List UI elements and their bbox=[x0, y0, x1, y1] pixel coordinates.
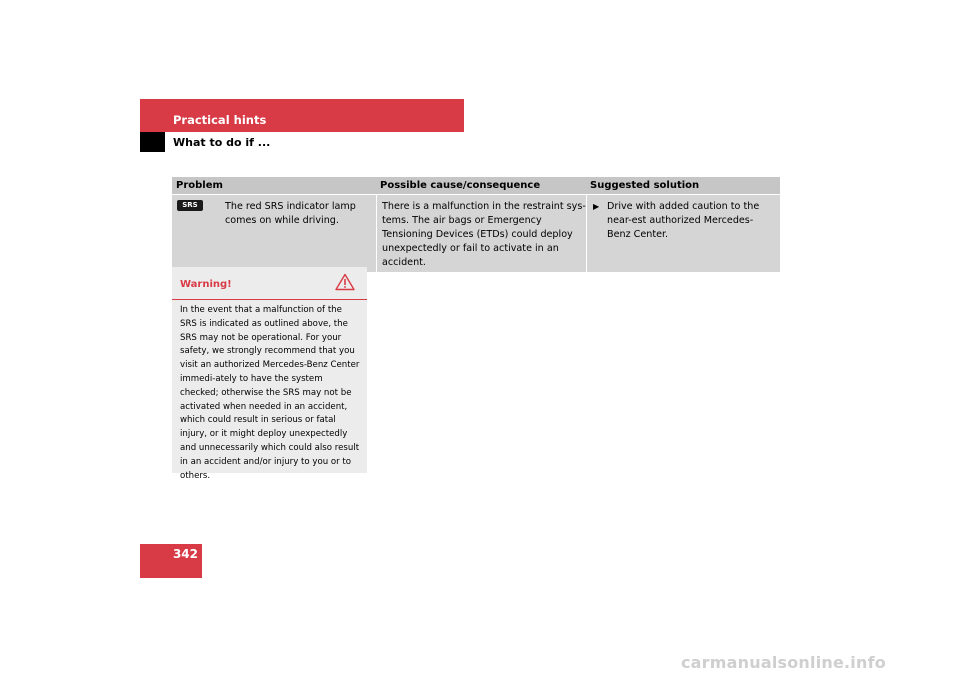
watermark-text: carmanualsonline.info bbox=[681, 653, 886, 672]
column-header-problem: Problem bbox=[176, 180, 223, 191]
column-header-solution: Suggested solution bbox=[590, 180, 700, 191]
table-header-row bbox=[172, 177, 780, 195]
warning-title: Warning! bbox=[180, 279, 232, 290]
column-header-cause: Possible cause/consequence bbox=[380, 180, 541, 191]
warning-header bbox=[172, 267, 367, 300]
troubleshooting-table bbox=[172, 177, 780, 272]
solution-text: Drive with added caution to the near-est authorized Mercedes-Benz Center. bbox=[607, 201, 760, 240]
warning-triangle-icon bbox=[335, 273, 355, 291]
srs-indicator-icon: SRS bbox=[177, 200, 203, 211]
page-number-box bbox=[140, 544, 202, 578]
header-marker bbox=[140, 132, 165, 152]
page-number: 342 bbox=[172, 547, 198, 561]
warning-body: In the event that a malfunction of the SRS is indicated as outlined above, the SRS may not be operational. For your safety, we strongly recommend that you visit an authorized Mercedes-Benz Center immedi-ately to have the system checked; otherwise the SRS may not be activated when needed in an accident, which could result in serious or fatal injury, or it might deploy unexpectedly and unnecessarily which could also result in an accident and/or injury to you or to others. bbox=[180, 305, 360, 481]
bullet-arrow-icon: ▶ bbox=[593, 202, 600, 211]
problem-text: The red SRS indicator lamp comes on while driving. bbox=[225, 201, 356, 226]
warning-box bbox=[172, 267, 367, 481]
cause-cell: There is a malfunction in the restraint sys-tems. The air bags or Emergency Tensioning Devices (ETDs) could deploy unexpectedly or fail to activate in an accident. bbox=[376, 195, 586, 272]
solution-cell bbox=[586, 195, 780, 272]
subsection-title: What to do if ... bbox=[173, 136, 271, 149]
table-row bbox=[172, 195, 780, 272]
section-title: Practical hints bbox=[173, 113, 267, 127]
problem-cell bbox=[172, 195, 376, 272]
